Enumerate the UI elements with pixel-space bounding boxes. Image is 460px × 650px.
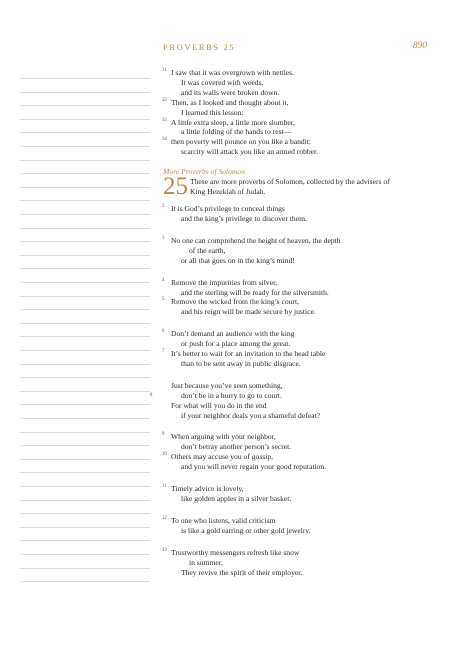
verse-line: or all that goes on in the king’s mind!	[181, 255, 295, 265]
verse-line: 33 A little extra sleep, a little more slumber,	[162, 117, 295, 127]
verse-line: and the sterling will be ready for the silversmith.	[181, 287, 329, 297]
note-line	[20, 486, 150, 487]
note-line	[20, 146, 150, 147]
note-line	[20, 540, 150, 541]
verse-number: 2	[162, 204, 165, 210]
verse-line: 7 It’s better to wait for an invitation to the head table	[162, 349, 326, 359]
note-line	[20, 323, 150, 324]
verse-number: 5	[162, 297, 165, 303]
note-line	[20, 268, 150, 269]
verse-number: 4	[162, 277, 165, 283]
verse-number: 34	[162, 137, 167, 143]
note-line	[20, 391, 150, 392]
verse-line: a little folding of the hands to rest—	[181, 127, 292, 137]
verse-line: and its walls were broken down.	[181, 87, 280, 97]
verse-number: 7	[162, 349, 165, 355]
verse-line: scarcity will attack you like an armed robber.	[181, 147, 319, 157]
note-line	[20, 309, 150, 310]
note-line	[20, 513, 150, 514]
verse-line: 2 It is God’s privilege to conceal things	[162, 204, 285, 214]
verse-line: They revive the spirit of their employer.	[181, 567, 303, 577]
verse-number: 8	[150, 392, 153, 398]
verse-number: 13	[162, 547, 167, 553]
note-line	[20, 581, 150, 582]
verse-line: 34 then poverty will pounce on you like a bandit;	[162, 137, 312, 147]
verse-number: 33	[162, 117, 167, 123]
verse-number: 12	[162, 515, 167, 521]
verse-line: It was covered with weeds,	[181, 77, 264, 87]
verse-line: For what will you do in the end	[171, 400, 267, 410]
note-line	[20, 173, 150, 174]
chapter-number: 25	[163, 173, 188, 201]
verse-line: or push for a place among the great.	[181, 339, 291, 349]
note-line	[20, 364, 150, 365]
verse-line: Just because you’ve seen something,	[171, 380, 283, 390]
verse-line: 5 Remove the wicked from the king’s court,	[162, 297, 300, 307]
note-line	[20, 336, 150, 337]
note-line	[20, 472, 150, 473]
verse-line: 12 To one who listens, valid criticism	[162, 515, 276, 525]
verse-line: if your neighbor deals you a shameful defeat?	[181, 410, 320, 420]
scripture-text	[150, 68, 428, 577]
verse-number: 32	[162, 97, 167, 103]
verse-number: 11	[162, 484, 167, 490]
verse-line: than to be sent away in public disgrace.	[181, 358, 301, 368]
verse-line: 11 Timely advice is lovely,	[162, 484, 244, 494]
verse-line: 31 I saw that it was overgrown with nettles.	[162, 68, 295, 77]
verse-line: like golden apples in a silver basket.	[181, 494, 292, 503]
note-line	[20, 377, 150, 378]
note-line	[20, 432, 150, 433]
note-line	[20, 255, 150, 256]
verse-line: don’t betray another person’s secret.	[181, 442, 292, 452]
note-line	[20, 459, 150, 460]
verse-line: and the king’s privilege to discover them.	[181, 213, 307, 223]
note-line	[20, 350, 150, 351]
chapter-intro-line: King Hezekiah of Judah.	[190, 186, 266, 196]
note-line	[20, 404, 150, 405]
verse-line: 4 Remove the impurities from silver,	[162, 277, 278, 287]
verse-line: 32 Then, as I looked and thought about it,	[162, 97, 289, 107]
page-header-title: PROVERBS 25	[163, 42, 236, 52]
note-line	[20, 187, 150, 188]
note-line	[20, 200, 150, 201]
verse-number: 10	[162, 452, 167, 458]
verse-line: and his reign will be made secure by justice.	[181, 307, 316, 317]
verse-line: 8 don’t be in a hurry to go to court.	[150, 390, 282, 400]
note-line	[20, 568, 150, 569]
note-line	[20, 500, 150, 501]
verse-line: and you will never regain your good reputation.	[181, 462, 327, 472]
note-line	[20, 241, 150, 242]
note-line	[20, 445, 150, 446]
verse-line: 10 Others may accuse you of gossip,	[162, 452, 274, 462]
verse-line: 6 Don’t demand an audience with the king	[162, 329, 295, 339]
note-line	[20, 160, 150, 161]
note-line	[20, 119, 150, 120]
note-line	[20, 418, 150, 419]
verse-line: 13 Trustworthy messengers refresh like snow	[162, 547, 300, 557]
verse-number: 6	[162, 329, 165, 335]
note-line	[20, 282, 150, 283]
chapter-intro-line: These are more proverbs of Solomon, collected by the advisers of	[190, 177, 390, 187]
page-number: 890	[412, 41, 427, 51]
note-line	[20, 296, 150, 297]
verse-line: 9 When arguing with your neighbor,	[162, 432, 276, 442]
verse-line: 3 No one can comprehend the height of heaven, the depth	[162, 235, 341, 245]
note-line	[20, 132, 150, 133]
note-line	[20, 92, 150, 93]
note-line	[20, 228, 150, 229]
note-line	[20, 214, 150, 215]
note-line	[20, 527, 150, 528]
verse-number: 9	[162, 432, 165, 438]
verse-number: 31	[162, 68, 167, 73]
verse-line: is like a gold earring or other gold jewelry.	[181, 525, 311, 535]
note-line	[20, 554, 150, 555]
section-heading: More Proverbs of Solomon	[163, 167, 245, 177]
chapter-intro	[163, 173, 428, 201]
verse-line: I learned this lesson:	[181, 107, 244, 117]
note-line	[20, 105, 150, 106]
verse-number: 3	[162, 235, 165, 241]
verse-line: of the earth,	[189, 245, 226, 255]
note-line	[20, 78, 150, 79]
verse-line: in summer.	[189, 557, 223, 567]
